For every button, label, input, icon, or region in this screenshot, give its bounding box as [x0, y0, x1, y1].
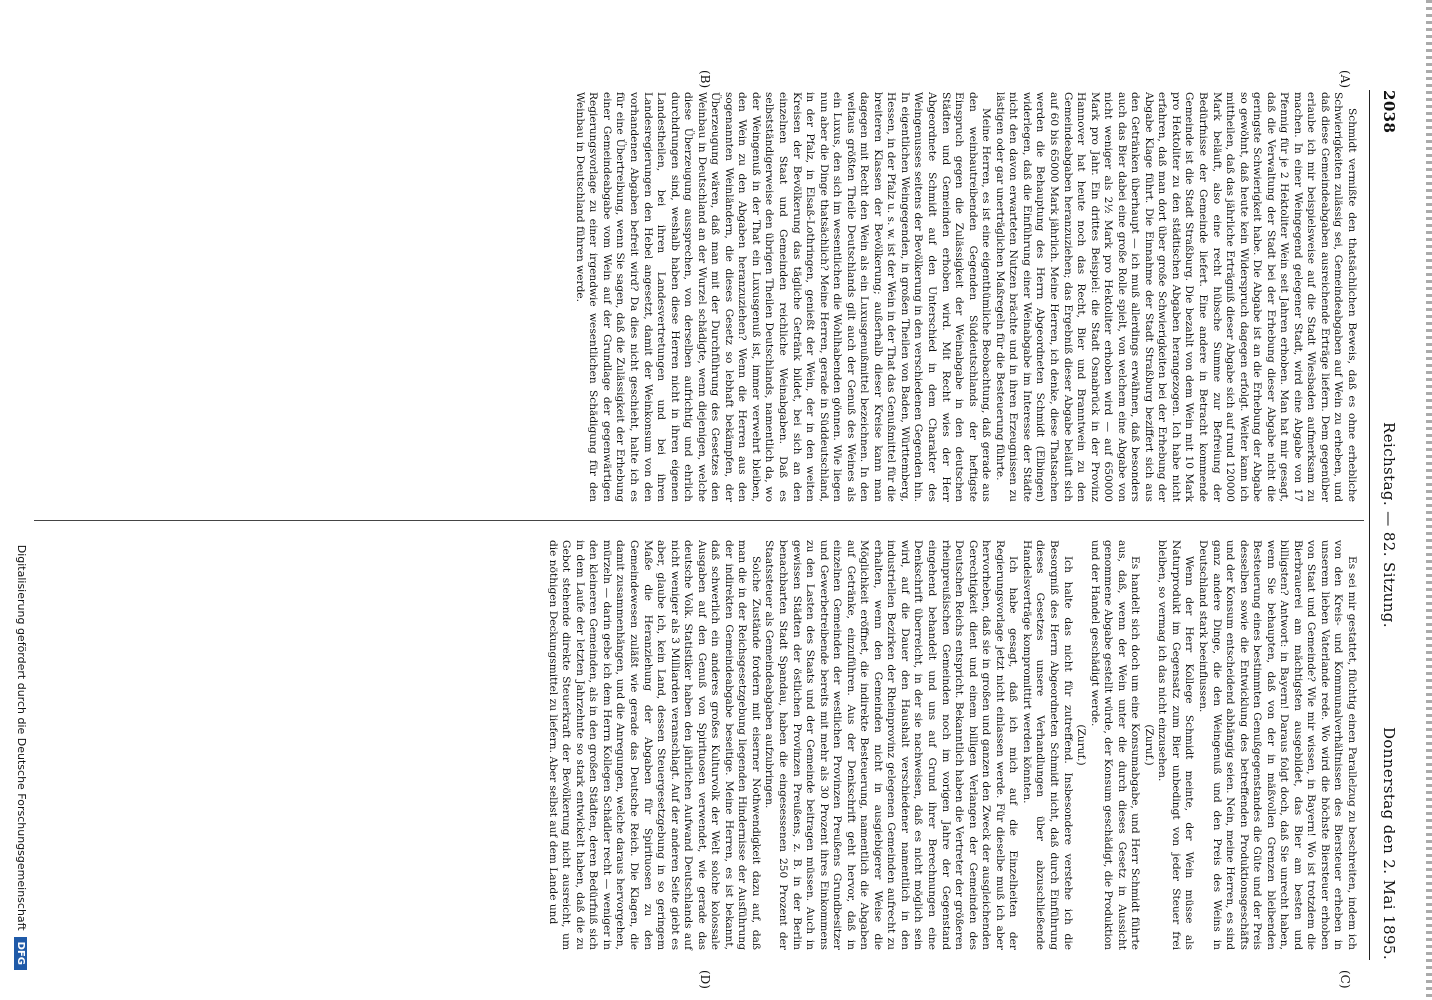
margin-marker-d: (D) [698, 970, 712, 989]
digitization-credit [14, 110, 28, 970]
paragraph: Meine Herren, es ist eine eigenthümliche Beobachtung, daß gerade aus den weinbautreibenden Gegenden Süddeutschlands der heftigste Einspruch gegen die Zulässigkeit der Weinabgabe in den deutschen Städten und Gemeinden erhoben wird. Mit Recht wies der Herr Abgeordnete Schmidt auf den Unterschied in dem Charakter des Weingenusses seitens der Bevölkerung in den verschiedenen Gegenden hin. In eigentlichen Weingegenden, in großen Theilen von Baden, Württemberg, Hessen, in der Pfalz u. s. w. ist der Wein in der That das Genußmittel für die breiteren Klassen der Bevölkerung; außerhalb dieser Kreise kann man dagegen mit Recht den Wein als ein Luxusgenußmittel bezeichnen. In den weitaus größten Theile Deutschlands gilt auch der Genuß des Weines als ein Luxus, den sich im wesentlichen die Wohlhabenden gönnen. Wie liegen nun aber die Dinge thatsächlich? Meine Herren, gerade in Süddeutschland, in der Pfalz, in Elsaß-Lothringen, genießt der Wein, der in den weiten Kreisen der Bevölkerung das tägliche Getränk bildet, bei sich an den einzelnen Staat und Gemeinden reichliche Weinabgaben. Daß es selbstständigerweise den übrigen Theilen Deutschlands, namentlich da, wo der Weingenuß in der That ein Luxusgenuß ist, immer verwehrt bleiben, den Wein zu den Abgaben heranzuziehen? Wenn die Herren aus den sogenannten Weinländern, die dieses Gesetz so lebhaft bekämpfen, der Überzeugung wären, daß man mit der Durchführung des Gesetzes den Weinbau in Deutschland an der Wurzel schädigte, wenn diejenigen, welche diese Überzeugung aussprechen, von derselben aufrichtig und ehrlich durchdrungen sind, weshalb haben diese Herren nicht in ihren eigenen Landestheilen, bei ihren Landesvertretungen und bei ihren Landesregierungen den Hebel angesetzt, damit der Weinkonsum von den vorhandenen Abgaben befreit wird? Da dies nicht geschieht, halte ich es für eine Übertreibung, wenn Sie sagen, daß die Zulässigkeit der Erhebung einer Gemeindeabgabe vom Wein auf der Grundlage der gegenwärtigen Regierungsvorlage zu einer irgendwie wesentlichen Schädigung für den Weinbau in Deutschland führen werde. [573, 92, 993, 502]
column-divider [34, 520, 1364, 521]
page-header [1356, 90, 1416, 960]
paragraph: Es sei mir gestattet, flüchtig einen Parallelzug zu beschreiten, indem ich von den Kreis- und Kommunalverhältnissen des Biersteuer erheben in unserem lieben Vaterlande rede. Wo wird die höchste Biersteuer erhoben von Staat und Gemeinde? Wie mir wissen, in Bayern! Wo ist trotzdem die Bierbrauerei am mächtigsten ausgebildet, das Bier am besten und billigsten? Antwort: in Bayern! Daraus folgt doch, daß Sie unrecht haben, wenn Sie behaupten, daß von der in mäßvollen Grenzen bleibenden Besteuerung eines bestimmten Genußgegenstandes die Güte und der Preis desselben sowie die Entwicklung des betreffenden Produktionsgeschäfts und der Konsum entscheidend abhängig seien. Nein, meine Herren, es sind ganz andere Dinge, die den Weingenuß und den Preis des Weins in Deutschland stark beeinflussen. [1196, 540, 1358, 950]
paragraph: Solche Zustände fordern mit eiserner Nothwendigkeit dazu auf, daß man die in der Reichsgesetzgebung liegenden Hindernisse der Ausführung der indirekten Gemeindeabgabe beseitige. Meine Herren, es ist bekannt, daß schwerlich ein anderes großes Kulturvolk der Welt solche kolossale Ausgaben auf den Genuß von Spirituosen verwendet, wie gerade das deutsche Volk. Statistiker haben den jährlichen Aufwand Deutschlands auf nicht weniger als 3 Milliarden veranschlagt. Auf der anderen Seite giebt es aber, glaube ich, kein Land, dessen Steuergesetzgebung in so geringem Maße die Heranziehung der Abgaben für Spirituosen zu den Gemeindewesen zuläßt wie gerade das Deutsche Reich. Die Klagen, die damit zusammenhängen, und die Anregungen, welche daraus hervorgehen, mürzeln — darin gebe ich dem Herrn Kollegen Schädler recht — weniger in den kleineren Gemeinden, als in den großen Städten, deren Bedürfniß sich in dem Laufe der letzten Jahrzehnte so stark entwickelt haben, daß die zu Gebot stehende direkte Steuerkraft der Bevölkerung nicht ausreicht, um die nöthigen Deckungsmittel zu liefern. Aber selbst auf dem Lande und [546, 540, 762, 950]
credit-text: Digitalisierung gefördert durch die Deutsche Forschungsgemeinschaft [15, 544, 28, 931]
page-number: 2038 [1380, 90, 1398, 134]
session-date: Donnerstag den 2. Mai 1895. [1380, 726, 1398, 960]
margin-marker-a: (A) [1338, 70, 1352, 89]
dfg-logo: DFG [14, 937, 27, 970]
paragraph: Wenn der Herr Kollege Schmidt meinte, der Wein müsse als Naturprodukt im Gegensatz zum Bier unbedingt von jeder Steuer frei bleiben, so vermag ich das nicht einzusehen. [1156, 540, 1196, 950]
margin-marker-c: (C) [1338, 970, 1352, 989]
margin-marker-b: (B) [698, 70, 712, 89]
right-column [545, 540, 1358, 950]
interjection: (Zuruf.) [1075, 724, 1088, 766]
session-title: Reichstag. — 82. Sitzung. [1380, 422, 1398, 628]
interjection: (Zuruf.) [1142, 724, 1155, 766]
left-column [572, 92, 1358, 502]
paragraph: Schmidt vermißte den thatsächlichen Beweis, daß es ohne erhebliche Schwierigkeiten zulässig sei, Gemeindeabgaben auf Wein zu erheben, und daß diese Gemeindeabgaben ausreichende Erträge liefern. Dem gegenüber erlaube ich mir beispielsweise auf die Stadt Wiesbaden aufmerksam zu machen. In einer Weingegend gelegener Stadt, wird eine Abgabe von 17 Pfennig für je 2 Hektoliter Wein seit Jahren erhoben. Man hat mir gesagt, daß die Verwaltung der Stadt bei der Erhebung dieser Abgabe nicht die geringste Schwierigkeit habe. Die Abgabe ist an die Erhebung der Abgabe so gewöhnt, daß heute kein Widerspruch dagegen erfolgt. Weiter kann ich mittheilen, daß das jährliche Erträgniß dieser Abgabe sich auf rund 120000 Mark beläuft, also eine recht hübsche Summe zur Befreiung der Bedürfnisse der Gemeinde liefert. Eine andere in Betracht kommende Gemeinde ist die Stadt Straßburg. Die bezahlt von dem Wein mit 10 Mark pro Hektoliter zu den städtischen Abgaben herangezogen. Ich habe nicht erfahren, daß man dort über große Schwierigkeiten bei der Erhebung der Abgabe Klage führt. Die Einnahme der Stadt Straßburg beziffert sich aus den Getränken überhaupt — ich muß allerdings erwähnen, daß besonders auch das Bier dabei eine große Rolle spielt, von welchem eine Abgabe von nicht weniger als 2½ Mark pro Hektoliter erhoben wird — auf 650000 Mark pro Jahr. Ein drittes Beispiel: die Stadt Osnabrück in der Provinz Hannover hat heute noch das Recht, Bier und Branntwein zu den Gemeindeabgaben heranzuziehen; das Ergebniß dieser Abgabe beläuft sich auf 60 bis 65000 Mark jährlich. Meine Herren, ich denke, diese Thatsachen werden die Behauptung des Herrn Abgeordneten Schmidt (Elbingen) widerlegen, daß die Einführung einer Weinabgabe im Interesse der Städte nicht den davon erwarteten Nutzen brächte und in ihren Erzeugnissen zu lästigen oder gar unerträglichen Maßregeln für die Besteuerung führte. [993, 92, 1358, 502]
paragraph: Ich halte das nicht für zutreffend. Insbesondere verstehe ich die Besorgniß des Herrn Abgeordneten Schmidt nicht, daß durch Einführung dieses Gesetzes unsere Verhandlungen über abzuschließende Handelsverträge kompromittirt werden könnten. [1020, 540, 1074, 950]
scan-edge-artifact [1426, 0, 1432, 1000]
paragraph: Ich habe gesagt, daß ich mich auf die Einzelheiten der Regierungsvorlage jetzt nicht einlassen werde. Für dieselbe muß ich aber hervorheben, daß sie in großen und ganzen den Zweck der ausgleichenden Gerechtigkeit dient und einem billigen Verlangen der Gemeinden des Deutschen Reichs entspricht. Bekanntlich haben die Vertreter der größeren rheinpreußischen Gemeinden noch im vorigen Jahre der Gegenstand eingehend behandelt und uns auf Grund ihrer Berechnungen eine Denkschrift überreicht, in der sie nachweisen, daß es nicht möglich sein wird, auf die Dauer den Haushalt verschiedener namentlich in den industriellen Bezirken der Rheinprovinz gelegenen Gemeinden aufrecht zu erhalten, wenn den Gemeinden nicht in ausgiebigerer Weise die Möglichkeit eröffnet, die indirekte Besteuerung, namentlich die Abgaben auf Getränke, einzuführen. Aus der Denkschrift geht hervor, daß in einzelnen Gemeinden der westlichen Provinzen Preußens Grundbesitzer und Gewerbetreibende bereits mit mehr als 30 Prozent ihres Einkommens zu den Lasten des Staats und der Gemeinde beitragen müssen. Auch in gewissen Städten der östlichen Provinzen Preußens, z. B. in der Berlin benachbarten Stadt Spandau, haben die eingesessenen 250 Prozent der Staatssteuer als Gemeindeabgaben aufzubringen. [763, 540, 1020, 950]
header-rule [1369, 90, 1370, 960]
paragraph: Es handelt sich doch um eine Konsumabgabe, und Herr Schmidt führte aus, daß, wenn der Wein unter die durch dieses Gesetz in Aussicht genommene Abgabe gestellt würde, der Konsum geschädigt, die Produktion und der Handel geschädigt werde. [1088, 540, 1142, 950]
